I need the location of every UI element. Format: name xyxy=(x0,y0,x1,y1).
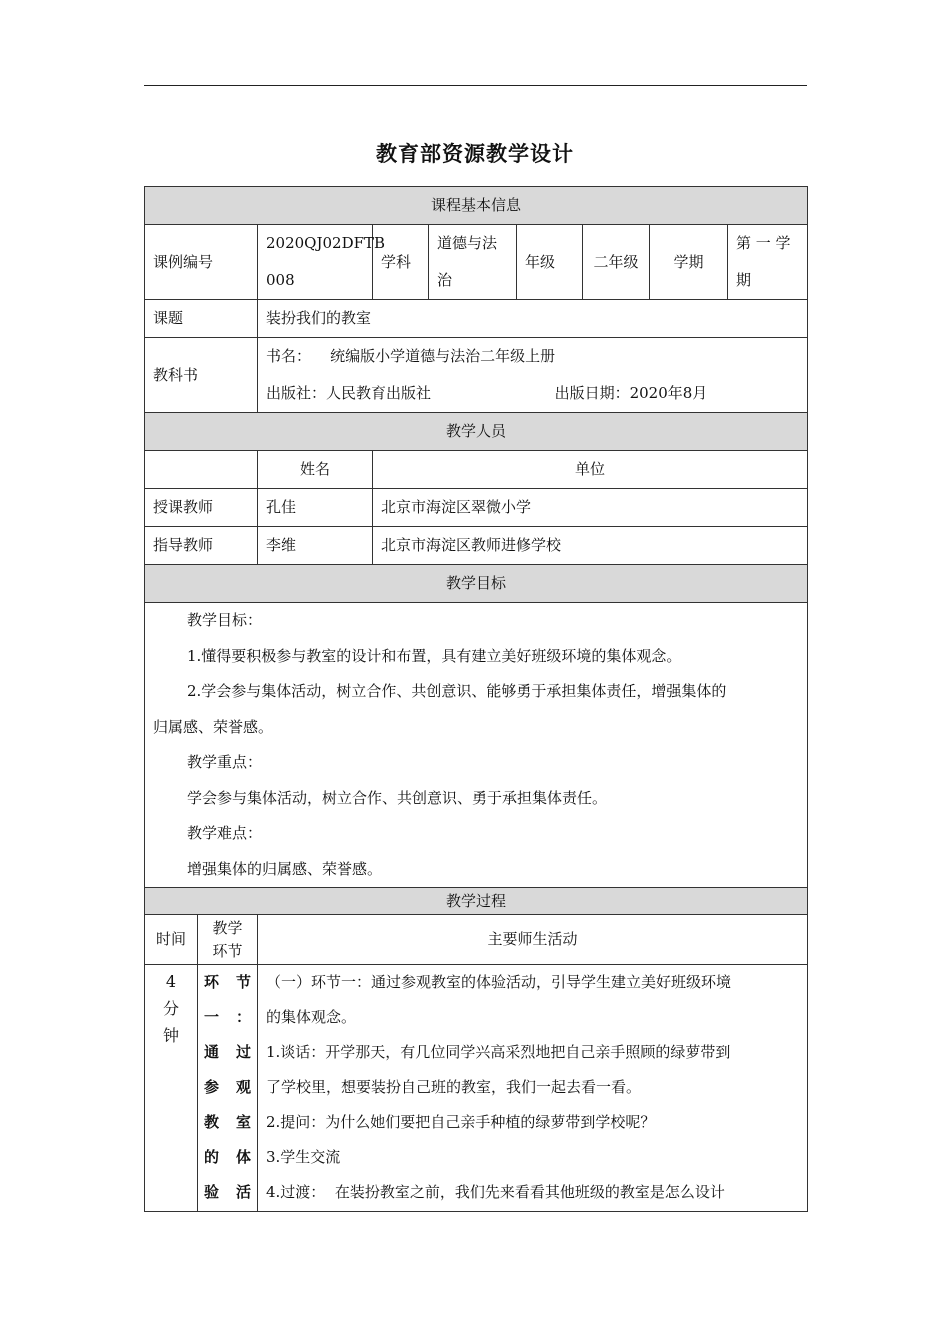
publisher-line xyxy=(266,375,799,412)
header-rule xyxy=(144,85,807,86)
staff-unit-header: 单位 xyxy=(373,451,808,489)
staff-name: 孔佳 xyxy=(258,489,373,527)
textbook-info xyxy=(258,338,808,413)
staff-role: 授课教师 xyxy=(145,489,258,527)
case-no-line1: 2020QJ02DFTB xyxy=(266,234,386,252)
term-line2: 期 xyxy=(736,271,752,289)
term-line1: 第 一 学 xyxy=(736,234,791,252)
time-line: 4 xyxy=(165,972,177,991)
activity-line: 4.过渡： 在装扮教室之前，我们先来看看其他班级的教室是怎么设计 xyxy=(266,1183,725,1201)
staff-name-header: 姓名 xyxy=(258,451,373,489)
staff-role-header xyxy=(145,451,258,489)
objectives-line: 1.懂得要积极参与教室的设计和布置，具有建立美好班级环境的集体观念。 xyxy=(187,646,682,665)
table-row xyxy=(145,489,808,527)
process-time xyxy=(145,965,198,1212)
term-value xyxy=(728,225,808,300)
lesson-design-table xyxy=(144,186,808,1212)
book-name: 书名： 统编版小学道德与法治二年级上册 xyxy=(266,347,556,365)
textbook-label: 教科书 xyxy=(145,338,258,413)
case-no-label: 课例编号 xyxy=(145,225,258,300)
grade-value: 二年级 xyxy=(583,225,650,300)
activity-line: 2.提问：为什么她们要把自己亲手种植的绿萝带到学校呢？ xyxy=(266,1113,656,1131)
subject-line1: 道德与法 xyxy=(437,234,498,252)
staff-role: 指导教师 xyxy=(145,527,258,565)
case-no-line2: 008 xyxy=(266,271,295,289)
time-line: 钟 xyxy=(162,1026,179,1045)
subject-label: 学科 xyxy=(373,225,429,300)
activity-line: 的集体观念。 xyxy=(266,1008,357,1026)
process-activity-header: 主要师生活动 xyxy=(258,915,808,965)
staff-name: 李维 xyxy=(258,527,373,565)
subject-value xyxy=(429,225,517,300)
term-label: 学期 xyxy=(650,225,728,300)
stage-line: 一 ： xyxy=(204,1008,251,1026)
stage-line: 参 观 xyxy=(204,1078,251,1096)
publisher: 出版社：人民教育出版社 xyxy=(266,384,432,402)
objectives-line: 归属感、荣誉感。 xyxy=(153,717,274,736)
activity-line: 了学校里，想要装扮自己班的教室，我们一起去看一看。 xyxy=(266,1078,642,1096)
subject-line2: 治 xyxy=(437,271,453,289)
activity-line: 3.学生交流 xyxy=(266,1148,341,1166)
section-header-staff: 教学人员 xyxy=(145,413,808,451)
grade-label: 年级 xyxy=(517,225,583,300)
stage-header-line2: 环节 xyxy=(212,941,243,960)
objectives-line: 教学重点： xyxy=(187,753,263,771)
topic-value: 装扮我们的教室 xyxy=(258,300,808,338)
activity-line: 1.谈话：开学那天，有几位同学兴高采烈地把自己亲手照顾的绿萝带到 xyxy=(266,1043,731,1061)
process-time-header: 时间 xyxy=(145,915,198,965)
staff-unit: 北京市海淀区翠微小学 xyxy=(373,489,808,527)
objectives-content xyxy=(145,603,808,888)
section-header-process: 教学过程 xyxy=(145,888,808,915)
page-title: 教育部资源教学设计 xyxy=(376,142,574,166)
objectives-line: 学会参与集体活动，树立合作、共创意识、勇于承担集体责任。 xyxy=(187,788,608,807)
process-stage-header xyxy=(198,915,258,965)
stage-header-line1: 教学 xyxy=(212,918,243,937)
objectives-line: 增强集体的归属感、荣誉感。 xyxy=(187,859,383,878)
activity-line: （一）环节一：通过参观教室的体验活动，引导学生建立美好班级环境 xyxy=(266,973,732,991)
objectives-line: 2.学会参与集体活动，树立合作、共创意识、能够勇于承担集体责任，增强集体的 xyxy=(187,682,727,700)
objectives-line: 教学目标： xyxy=(187,611,263,629)
process-activity xyxy=(258,965,808,1212)
case-no-value xyxy=(258,225,386,300)
process-stage xyxy=(198,965,258,1212)
objectives-line: 教学难点： xyxy=(187,824,263,842)
stage-line: 验 活 xyxy=(204,1183,251,1201)
stage-line: 通 过 xyxy=(204,1043,251,1061)
publish-date: 出版日期：2020年8月 xyxy=(554,384,708,402)
table-row xyxy=(145,527,808,565)
section-header-basic-info: 课程基本信息 xyxy=(145,187,808,225)
stage-line: 的 体 xyxy=(204,1148,251,1166)
time-line: 分 xyxy=(162,999,179,1018)
stage-line: 环 节 xyxy=(204,973,251,991)
stage-line: 教 室 xyxy=(204,1113,251,1131)
staff-unit: 北京市海淀区教师进修学校 xyxy=(373,527,808,565)
section-header-objectives: 教学目标 xyxy=(145,565,808,603)
topic-label: 课题 xyxy=(145,300,258,338)
